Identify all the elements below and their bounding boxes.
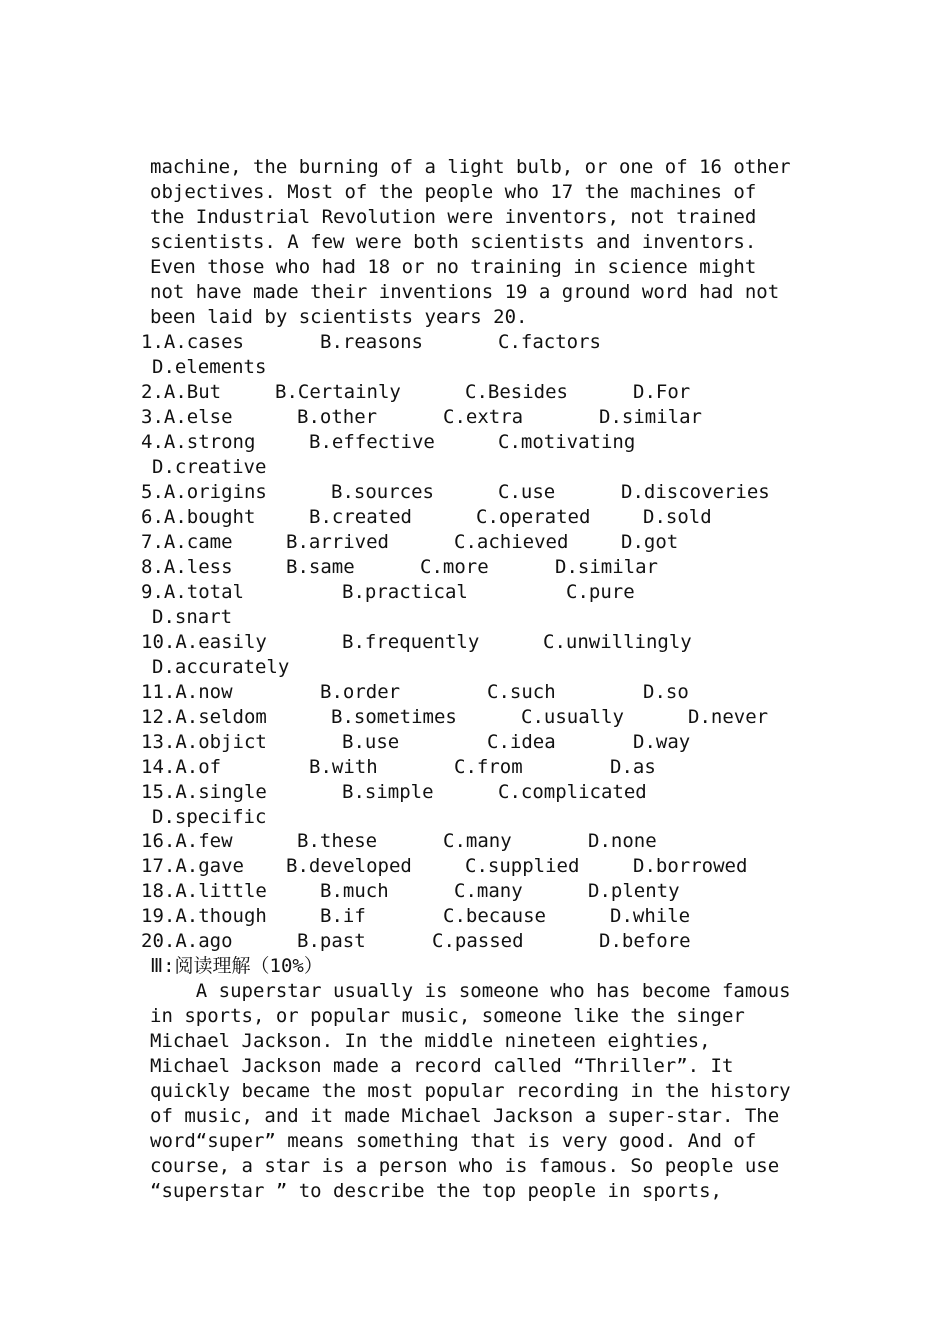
option-10-d: D.accurately: [152, 656, 290, 678]
option-17-b: B.developed: [286, 855, 412, 877]
option-3-a: 3.A.else: [141, 406, 233, 428]
option-12-b: B.sometimes: [331, 706, 457, 728]
option-17-c: C.supplied: [465, 855, 580, 877]
reading-line: of music, and it made Michael Jackson a super-star. The: [150, 1105, 780, 1127]
option-8-a: 8.A.less: [141, 556, 233, 578]
option-14-a: 14.A.of: [141, 756, 222, 778]
option-3-d: D.similar: [599, 406, 702, 428]
option-16-d: D.none: [588, 830, 657, 852]
section-heading: Ⅲ:阅读理解（10%）: [150, 955, 323, 977]
option-2-a: 2.A.But: [141, 381, 222, 403]
passage-line: not have made their inventions 19 a ground word had not: [150, 281, 780, 303]
option-2-c: C.Besides: [465, 381, 568, 403]
option-3-b: B.other: [297, 406, 378, 428]
option-16-a: 16.A.few: [141, 830, 233, 852]
option-7-a: 7.A.came: [141, 531, 233, 553]
option-5-c: C.use: [498, 481, 556, 503]
option-18-c: C.many: [454, 880, 523, 902]
option-4-c: C.motivating: [498, 431, 636, 453]
option-13-d: D.way: [633, 731, 691, 753]
option-20-b: B.past: [297, 930, 366, 952]
option-11-b: B.order: [320, 681, 401, 703]
option-15-c: C.complicated: [498, 781, 647, 803]
option-18-b: B.much: [320, 880, 389, 902]
option-19-a: 19.A.though: [141, 905, 267, 927]
option-5-d: D.discoveries: [621, 481, 770, 503]
option-8-b: B.same: [286, 556, 355, 578]
reading-line: “superstar ” to describe the top people in sports,: [150, 1180, 722, 1202]
option-1-d: D.elements: [152, 356, 267, 378]
option-12-c: C.usually: [521, 706, 624, 728]
option-1-a: 1.A.cases: [141, 331, 244, 353]
option-7-b: B.arrived: [286, 531, 389, 553]
reading-line: Michael Jackson. In the middle nineteen eighties,: [150, 1030, 711, 1052]
option-15-a: 15.A.single: [141, 781, 267, 803]
passage-line: Even those who had 18 or no training in science might: [150, 256, 757, 278]
option-7-d: D.got: [621, 531, 679, 553]
option-8-c: C.more: [420, 556, 489, 578]
option-18-d: D.plenty: [588, 880, 680, 902]
reading-line: course, a star is a person who is famous. So people use: [150, 1155, 780, 1177]
reading-line: word“super” means something that is very good. And of: [150, 1130, 757, 1152]
option-14-b: B.with: [309, 756, 378, 778]
option-4-b: B.effective: [309, 431, 435, 453]
passage-line: scientists. A few were both scientists and inventors.: [150, 231, 757, 253]
option-11-c: C.such: [487, 681, 556, 703]
option-15-d: D.specific: [152, 806, 267, 828]
option-6-a: 6.A.bought: [141, 506, 256, 528]
option-2-b: B.Certainly: [275, 381, 401, 403]
option-2-d: D.For: [633, 381, 691, 403]
option-4-d: D.creative: [152, 456, 267, 478]
option-20-c: C.passed: [432, 930, 524, 952]
option-3-c: C.extra: [443, 406, 524, 428]
reading-line: Michael Jackson made a record called “Thriller”. It: [150, 1055, 734, 1077]
option-13-b: B.use: [342, 731, 400, 753]
passage-line: the Industrial Revolution were inventors, not trained: [150, 206, 757, 228]
option-10-a: 10.A.easily: [141, 631, 267, 653]
option-6-b: B.created: [309, 506, 412, 528]
passage-line: machine, the burning of a light bulb, or one of 16 other: [150, 156, 791, 178]
option-20-a: 20.A.ago: [141, 930, 233, 952]
passage-line: objectives. Most of the people who 17 the machines of: [150, 181, 757, 203]
option-13-a: 13.A.objict: [141, 731, 267, 753]
option-12-a: 12.A.seldom: [141, 706, 267, 728]
option-10-c: C.unwillingly: [543, 631, 692, 653]
reading-line: quickly became the most popular recording in the history: [150, 1080, 791, 1102]
option-15-b: B.simple: [342, 781, 434, 803]
option-18-a: 18.A.little: [141, 880, 267, 902]
option-8-d: D.similar: [555, 556, 658, 578]
option-6-c: C.operated: [476, 506, 591, 528]
option-17-a: 17.A.gave: [141, 855, 244, 877]
option-11-d: D.so: [643, 681, 689, 703]
option-6-d: D.sold: [643, 506, 712, 528]
option-1-c: C.factors: [498, 331, 601, 353]
option-5-a: 5.A.origins: [141, 481, 267, 503]
option-19-c: C.because: [443, 905, 546, 927]
option-19-d: D.while: [610, 905, 691, 927]
reading-line: in sports, or popular music, someone like the singer: [150, 1005, 745, 1027]
option-1-b: B.reasons: [320, 331, 423, 353]
option-9-c: C.pure: [566, 581, 635, 603]
reading-line: A superstar usually is someone who has become famous: [150, 980, 791, 1002]
option-10-b: B.frequently: [342, 631, 480, 653]
option-17-d: D.borrowed: [633, 855, 748, 877]
option-4-a: 4.A.strong: [141, 431, 256, 453]
passage-line: been laid by scientists years 20.: [150, 306, 528, 328]
option-16-c: C.many: [443, 830, 512, 852]
option-9-b: B.practical: [342, 581, 468, 603]
option-9-a: 9.A.total: [141, 581, 244, 603]
option-9-d: D.snart: [152, 606, 233, 628]
option-14-d: D.as: [610, 756, 656, 778]
option-5-b: B.sources: [331, 481, 434, 503]
option-7-c: C.achieved: [454, 531, 569, 553]
option-19-b: B.if: [320, 905, 366, 927]
option-12-d: D.never: [688, 706, 769, 728]
option-20-d: D.before: [599, 930, 691, 952]
option-14-c: C.from: [454, 756, 523, 778]
option-11-a: 11.A.now: [141, 681, 233, 703]
option-16-b: B.these: [297, 830, 378, 852]
option-13-c: C.idea: [487, 731, 556, 753]
